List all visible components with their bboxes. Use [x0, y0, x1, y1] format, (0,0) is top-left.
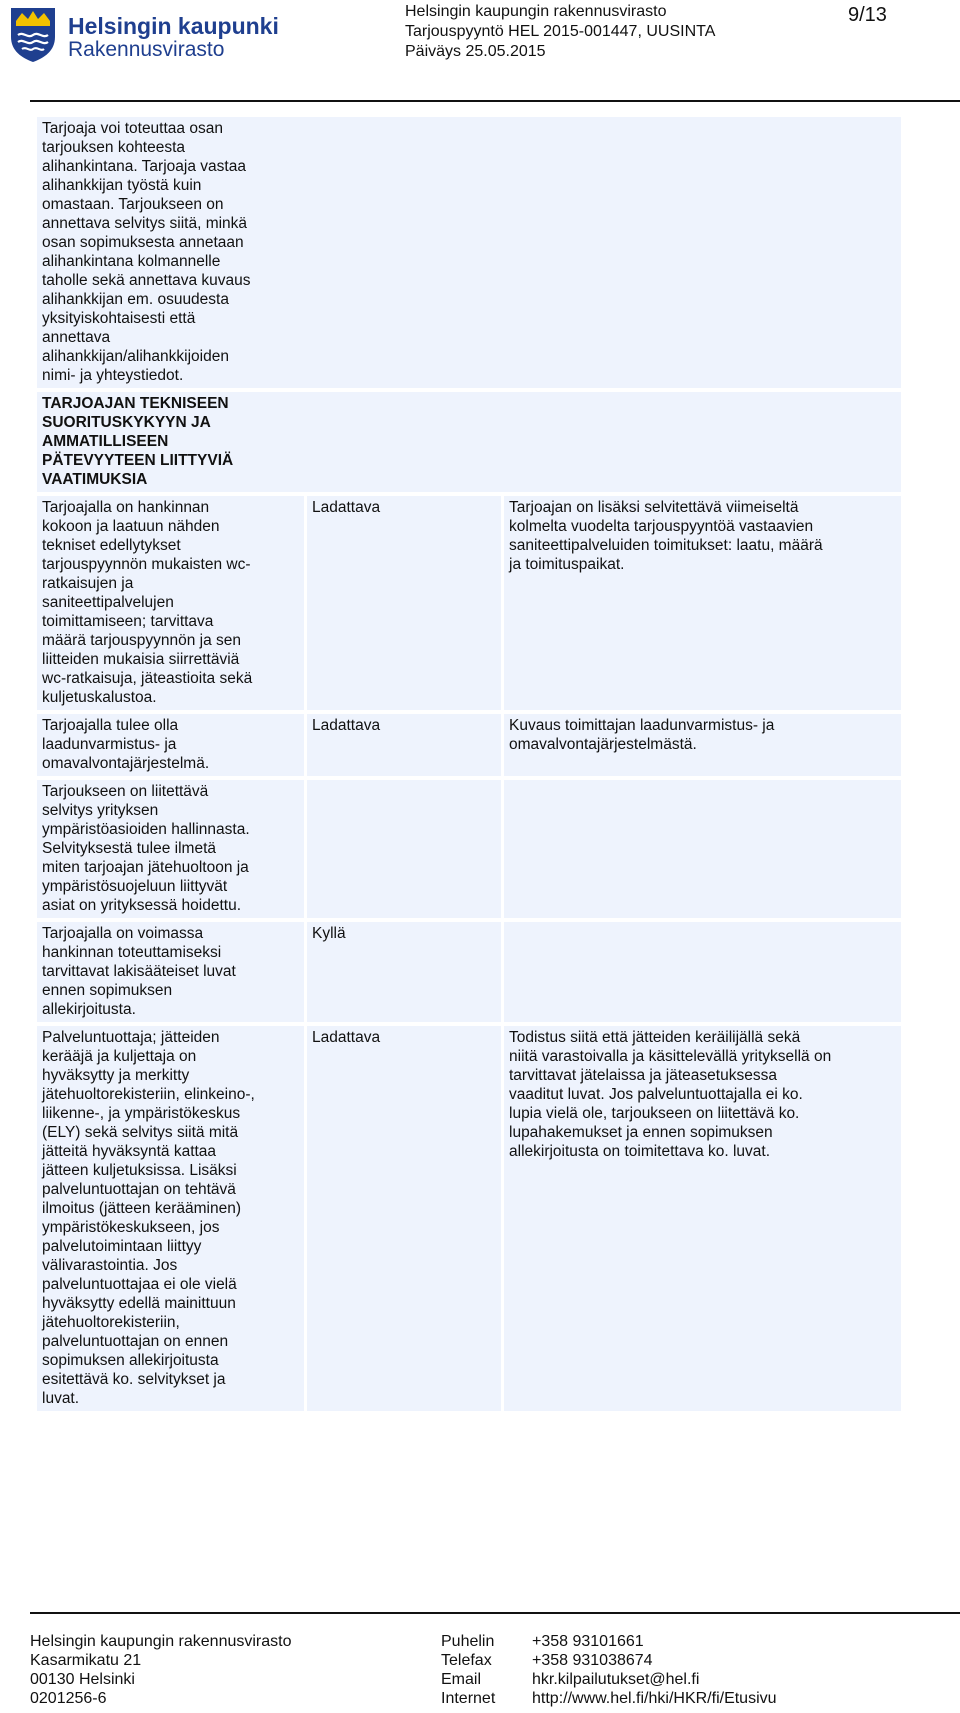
- footer-address: Helsingin kaupungin rakennusvirasto Kasarmikatu 21 00130 Helsinki 0201256-6: [30, 1633, 292, 1707]
- table-row: [37, 780, 901, 918]
- header-divider: [30, 100, 960, 102]
- header-document-title: Tarjouspyyntö HEL 2015-001447, UUSINTA: [405, 23, 716, 40]
- page-number: 9/13: [848, 4, 887, 26]
- table-row: [37, 496, 901, 710]
- requirement-note: Tarjoajan on lisäksi selvitettävä viimeiseltä kolmelta vuodelta tarjouspyyntöä vastaavien saniteettipalveluiden toimitukset: laatu, määrä ja toimituspaikat.: [504, 496, 901, 710]
- requirement-note: [504, 922, 901, 1022]
- response-type: Ladattava: [307, 1026, 501, 1411]
- header-organization: Helsingin kaupungin rakennusvirasto: [405, 3, 667, 20]
- requirement-note: [504, 780, 901, 918]
- logo-title: Helsingin kaupunki: [68, 13, 279, 39]
- response-type: Kyllä: [307, 922, 501, 1022]
- header-date: Päiväys 25.05.2015: [405, 43, 546, 60]
- requirements-table: [37, 117, 901, 1415]
- requirement-note: Kuvaus toimittajan laadunvarmistus- ja omavalvontajärjestelmästä.: [504, 714, 901, 776]
- footer-contact-labels: Puhelin Telefax Email Internet: [441, 1633, 496, 1707]
- response-type: Ladattava: [307, 496, 501, 710]
- city-logo: [8, 5, 279, 65]
- table-row: [37, 714, 901, 776]
- footer-contact-values: +358 93101661 +358 931038674 hkr.kilpailutukset@hel.fi http://www.hel.fi/hki/HKR/fi/Etusivu: [532, 1633, 777, 1707]
- requirement-text: Tarjoajalla on hankinnan kokoon ja laatuun nähden tekniset edellytykset tarjouspyynnön mukaisten wc- ratkaisujen ja saniteettipalvelujen toimittamiseen; tarvittava määrä tarjouspyynnön ja sen liitteiden mukaisia siirrettäviä wc-ratkaisuja, jäteastioita sekä kuljetuskalustoa.: [37, 496, 304, 710]
- requirement-text: Tarjoajalla on voimassa hankinnan toteuttamiseksi tarvittavat lakisääteiset luvat ennen sopimuksen allekirjoitusta.: [37, 922, 304, 1022]
- requirement-text: Palveluntuottaja; jätteiden kerääjä ja kuljettaja on hyväksytty ja merkitty jätehuoltorekisteriin, elinkeino-, liikenne-, ja ympäristökeskus (ELY) sekä selvitys siitä mitä jätteitä hyväksyntä kattaa jätteen kuljetuksissa. Lisäksi palveluntuottajan on tehtävä ilmoitus (jätteen kerääminen) ympäristökeskukseen, jos palvelutoimintaan liittyy välivarastointia. Jos palveluntuottajaa ei ole vielä hyväksytty edellä mainittuun jätehuoltorekisteriin, palveluntuottajan on ennen sopimuksen allekirjoitusta esitettävä ko. selvitykset ja luvat.: [37, 1026, 304, 1411]
- page-header: [0, 0, 960, 100]
- subcontracting-text: Tarjoaja voi toteuttaa osan tarjouksen kohteesta alihankintana. Tarjoaja vastaa alihankkijan työstä kuin omastaan. Tarjoukseen on annettava selvitys siitä, minkä osan sopimuksesta annetaan alihankintana kolmannelle taholle sekä annettava kuvaus alihankkijan em. osuudesta yksityiskohtaisesti että annettava alihankkijan/alihankkijoiden nimi- ja yhteystiedot.: [37, 117, 901, 388]
- section-heading: TARJOAJAN TEKNISEEN SUORITUSKYKYYN JA AMMATILLISEEN PÄTEVYYTEEN LIITTYVIÄ VAATIMUKSIA: [37, 392, 901, 492]
- table-row: [37, 392, 901, 492]
- helsinki-crest-icon: [8, 5, 58, 63]
- logo-subtitle: Rakennusvirasto: [68, 38, 225, 61]
- requirement-text: Tarjoukseen on liitettävä selvitys yrityksen ympäristöasioiden hallinnasta. Selvityksestä tulee ilmetä miten tarjoajan jätehuoltoon ja ympäristösuojeluun liittyvät asiat on yrityksessä hoidettu.: [37, 780, 304, 918]
- response-type: [307, 780, 501, 918]
- response-type: Ladattava: [307, 714, 501, 776]
- footer-divider: [30, 1612, 960, 1614]
- table-row: [37, 117, 901, 388]
- requirement-text: Tarjoajalla tulee olla laadunvarmistus- ja omavalvontajärjestelmä.: [37, 714, 304, 776]
- table-row: [37, 1026, 901, 1411]
- table-row: [37, 922, 901, 1022]
- requirement-note: Todistus siitä että jätteiden keräilijällä sekä niitä varastoivalla ja käsittelevällä yrityksellä on tarvittavat jätelaissa ja jäteasetuksessa vaaditut luvat. Jos palveluntuottajalla ei ko. lupia vielä ole, tarjoukseen on liitettävä ko. lupahakemukset ja ennen sopimuksen allekirjoitusta on toimitettava ko. luvat.: [504, 1026, 901, 1411]
